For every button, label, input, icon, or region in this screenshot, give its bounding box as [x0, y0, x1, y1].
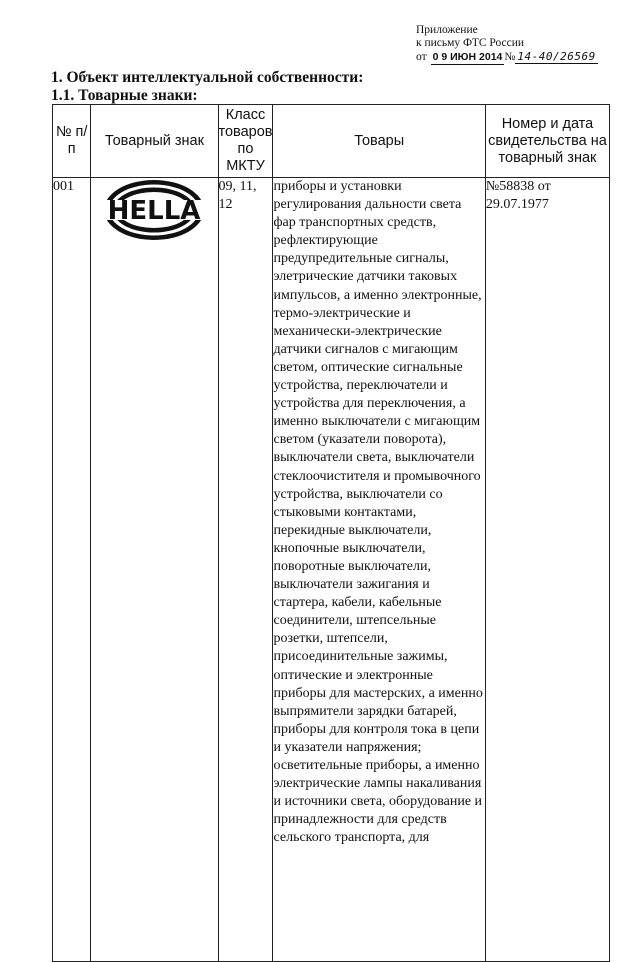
header-number: № п/п: [53, 105, 91, 178]
section-heading: 1. Объект интеллектуальной собственности:: [51, 69, 364, 86]
hella-logo-image: [102, 178, 206, 242]
logo-text: HELLA: [108, 196, 201, 226]
annex-date-row: [416, 50, 598, 65]
class-cell: 09, 11, 12: [218, 178, 273, 962]
annex-block: [416, 24, 598, 65]
annex-from-label: от: [416, 51, 427, 63]
header-trademark: Товарный знак: [91, 105, 218, 178]
table-row: [53, 178, 610, 962]
row-number: 001: [53, 178, 91, 962]
header-certificate: Номер и дата свидетельства на товарный знак: [485, 105, 609, 178]
annex-recipient: к письму ФТС России: [416, 37, 525, 49]
goods-cell: приборы и установки регулирования дальности света фар транспортных средств, рефлектирующие предупредительные сигналы, элетрические датчики таковых импульсов, а именно электронные, термо-электрические и механически-электрические датчики сигналов с мигающим светом, оптические сигнальные устройства, переключатели и устройства для переключения, а именно выключатели с мигающим светом (указатели поворота), выключатели света, выключатели стеклоочистителя и промывочного устройства, выключатели со стыковыми контактами, перекидные выключатели, кнопочные выключатели, поворотные выключатели, выключатели зажигания и стартера, кабели, кабельные соединители, штепсельные розетки, штепсели, присоединительные зажимы, оптические и электронные приборы для мастерских, а именно выпрямители зарядки батарей, приборы для контроля тока в цепи и указатели напряжения; осветительные приборы, а именно электрические лампы накаливания и источники света, оборудование и принадлежности для средств сельского транспорта, для: [273, 178, 485, 962]
trademarks-table: [52, 104, 610, 962]
table-header-row: [53, 105, 610, 178]
header-goods: Товары: [273, 105, 485, 178]
certificate-cell: №58838 от 29.07.1977: [485, 178, 609, 962]
annex-date-stamp: 0 9 ИЮН 2014: [432, 51, 503, 63]
annex-title: Приложение: [416, 24, 478, 36]
annex-number-handwritten: 14-40/26569: [517, 50, 596, 63]
subsection-heading: 1.1. Товарные знаки:: [51, 87, 198, 104]
annex-number-label: №: [504, 51, 516, 63]
header-class: Класс товаров по МКТУ: [218, 105, 273, 178]
trademark-cell: [91, 178, 218, 962]
